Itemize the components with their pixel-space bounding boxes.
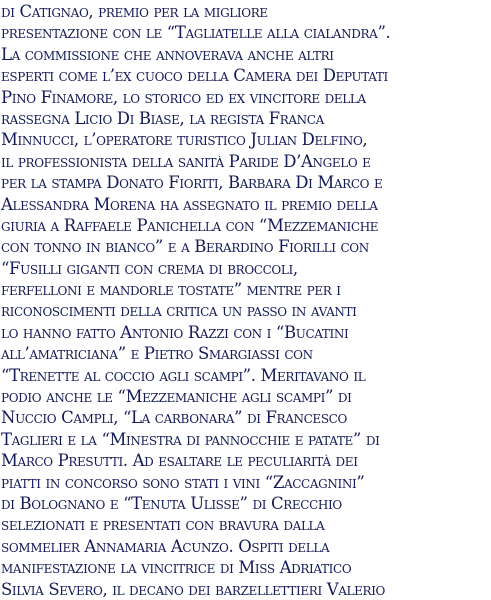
- article-line: rassegna Licio Di Biase, la regista Franca: [1, 108, 324, 128]
- article-body: [1, 1, 491, 600]
- article-line: La commissione che annoverava anche altri: [1, 44, 334, 64]
- article-line: podio anche le “Mezzemaniche agli scampi” di: [1, 387, 352, 407]
- article-line: per la stampa Donato Fioriti, Barbara Di Marco e: [1, 173, 383, 193]
- article-line: selezionati e presentati con bravura dalla: [1, 515, 325, 535]
- article-line: Pino Finamore, lo storico ed ex vincitore della: [1, 87, 366, 107]
- article-line: Silvia Severo, il decano dei barzellettieri Valerio: [1, 579, 386, 599]
- article-line: manifestazione la vincitrice di Miss Adriatico: [1, 558, 352, 578]
- article-line: con tonno in bianco” e a Berardino Fiorilli con: [1, 237, 369, 257]
- article-line: Nuccio Campli, “La carbonara” di Francesco: [1, 408, 347, 428]
- article-line: Taglieri e la “Minestra di pannocchie e patate” di: [1, 429, 380, 449]
- article-line: riconoscimenti della critica un passo in avanti: [1, 301, 357, 321]
- article-line: all’amatriciana” e Pietro Smargiassi con: [1, 344, 313, 364]
- article-line: il professionista della sanità Paride D’Angelo e: [1, 151, 371, 171]
- article-line: sommelier Annamaria Acunzo. Ospiti della: [1, 536, 330, 556]
- article-line: Alessandra Morena ha assegnato il premio della: [1, 194, 378, 214]
- article-line: ferfelloni e mandorle tostate” mentre per i: [1, 280, 341, 300]
- article-line: “Fusilli giganti con crema di broccoli,: [1, 258, 298, 278]
- article-line: Marco Presutti. Ad esaltare le peculiarità dei: [1, 451, 358, 471]
- article-line: presentazione con le “Tagliatelle alla cialandra”.: [1, 23, 391, 43]
- article-line: esperti come l’ex cuoco della Camera dei Deputati: [1, 66, 388, 86]
- article-line: di Catignao, premio per la migliore: [1, 2, 268, 21]
- article-line: “Trenette al coccio agli scampi”. Meritavano il: [1, 365, 366, 385]
- article-line: piatti in concorso sono stati i vini “Zaccagnini”: [1, 472, 365, 492]
- article-line: giuria a Raffaele Panichella con “Mezzemaniche: [1, 215, 379, 235]
- article-line: di Bolognano e “Tenuta Ulisse” di Crecchio: [1, 493, 342, 513]
- article-line: lo hanno fatto Antonio Razzi con i “Bucatini: [1, 322, 349, 342]
- article-line: Minnucci, l’operatore turistico Julian Delfino,: [1, 130, 368, 150]
